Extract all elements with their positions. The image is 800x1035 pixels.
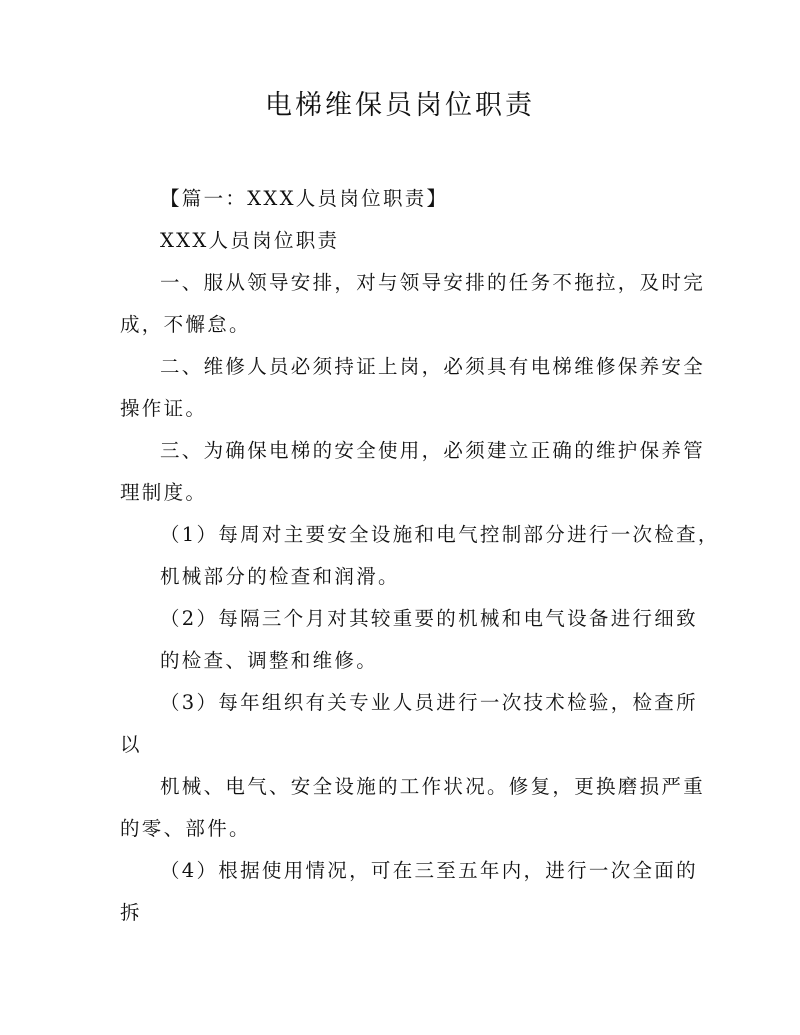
paragraph-line: （1）每周对主要安全设施和电气控制部分进行一次检查，: [160, 523, 720, 546]
paragraph-line: 机械部分的检查和润滑。: [160, 565, 400, 588]
paragraph-line: 的检查、调整和维修。: [160, 649, 379, 672]
paragraph-line: 理制度。: [120, 481, 208, 504]
paragraph-line: 操作证。: [120, 397, 208, 420]
paragraph-line: （3）每年组织有关专业人员进行一次技术检验，检查所: [160, 691, 698, 714]
paragraph-line: 的零、部件。: [120, 817, 251, 840]
document-title: 电梯维保员岗位职责: [265, 90, 535, 121]
paragraph-line: 机械、电气、安全设施的工作状况。修复，更换磨损严重: [160, 775, 706, 798]
paragraph-line: （2）每隔三个月对其较重要的机械和电气设备进行细致: [160, 607, 698, 630]
paragraph-line: 一、服从领导安排，对与领导安排的任务不拖拉，及时完: [160, 271, 706, 294]
paragraph-line: 拆: [120, 901, 142, 924]
paragraph-line: 成，不懈怠。: [120, 313, 251, 336]
paragraph-line: 以: [120, 733, 142, 756]
paragraph-line: 三、为确保电梯的安全使用，必须建立正确的维护保养管: [160, 439, 706, 462]
paragraph-line: （4）根据使用情况，可在三至五年内，进行一次全面的: [160, 859, 698, 882]
paragraph-line: 二、维修人员必须持证上岗，必须具有电梯维修保养安全: [160, 355, 706, 378]
section-heading: 【篇一：XXX人员岗位职责】: [160, 187, 449, 210]
subheading: XXX人员岗位职责: [160, 229, 340, 252]
